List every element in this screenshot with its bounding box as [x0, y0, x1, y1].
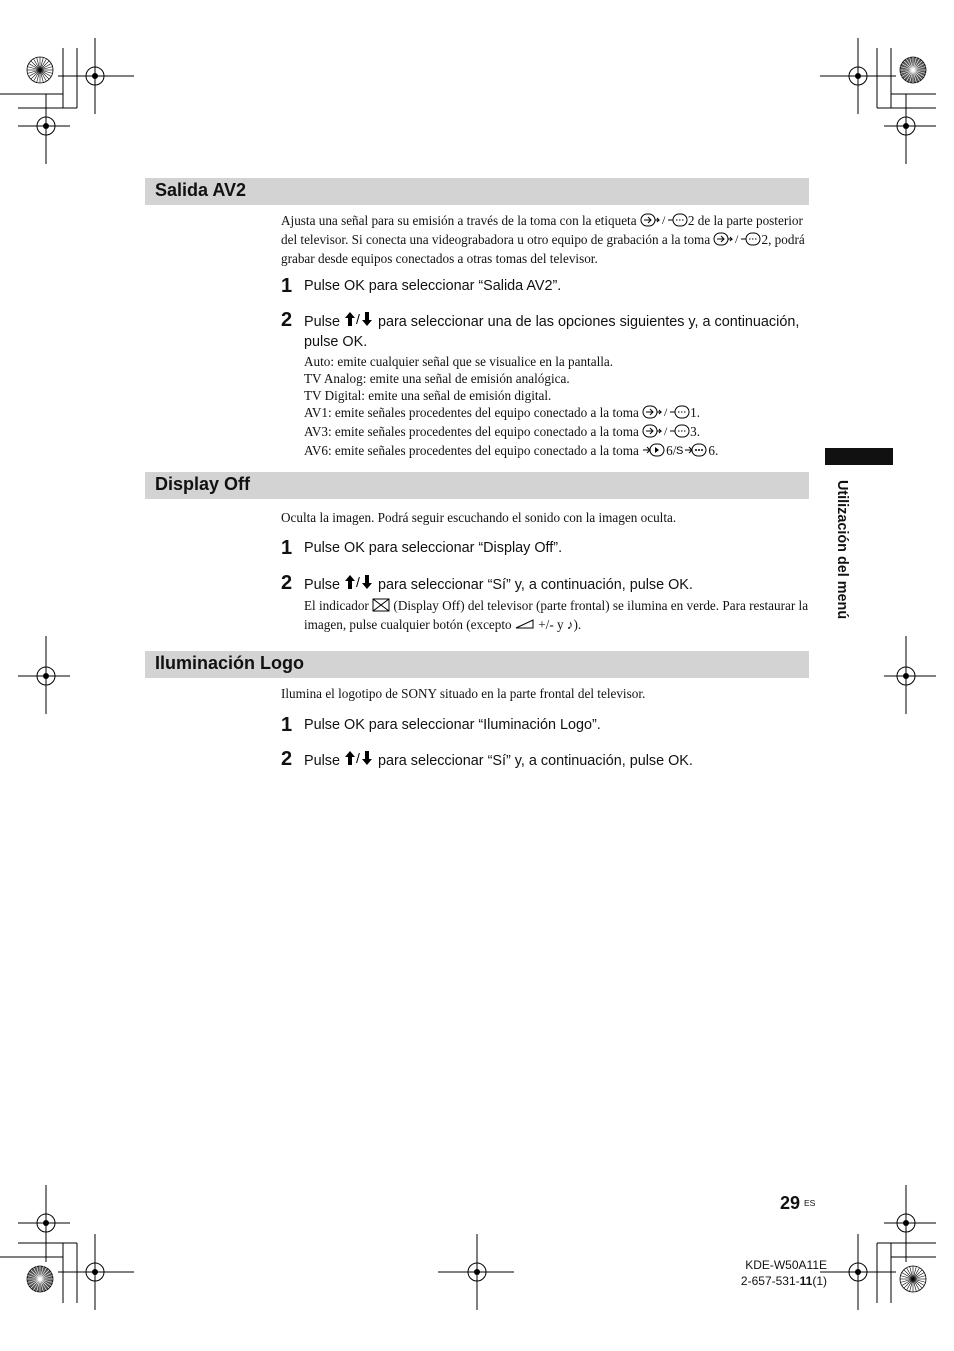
step-text: Pulse OK para seleccionar “Display Off”.	[304, 540, 563, 556]
side-tab-marker	[825, 448, 893, 465]
s-video-input-icon	[676, 443, 708, 461]
model-info	[741, 1257, 827, 1289]
section-title: Iluminación Logo	[155, 653, 304, 673]
av-in-out-icon	[642, 424, 690, 442]
svg-text:/: /	[356, 574, 360, 590]
music-note-icon: ♪	[566, 616, 574, 632]
option-item: TV Analog: emite una señal de emisión analógica.	[304, 371, 570, 386]
step-text: Pulse / para seleccionar “Sí” y, a continuación, pulse OK.	[304, 574, 804, 596]
step-number: 1	[281, 537, 293, 559]
section-header-display-off	[145, 472, 809, 499]
page-language: ES	[804, 1198, 816, 1208]
step-text: Pulse / para seleccionar una de las opciones siguientes y, a continuación, pulse OK.	[304, 311, 800, 350]
svg-text:S: S	[676, 444, 684, 457]
option-item: Auto: emite cualquier señal que se visualice en la pantalla.	[304, 354, 614, 369]
up-down-arrows-icon	[344, 574, 374, 596]
section-title: Salida AV2	[155, 180, 247, 200]
option-item: TV Digital: emite una señal de emisión digital.	[304, 388, 552, 403]
section-intro: Oculta la imagen. Podrá seguir escuchando el sonido con la imagen oculta.	[281, 510, 677, 525]
svg-text:/: /	[664, 423, 668, 438]
av-in-out-icon	[713, 232, 761, 250]
up-down-arrows-icon	[344, 311, 374, 333]
svg-text:/: /	[664, 404, 668, 419]
step-note: El indicador (Display Off) del televisor (parte frontal) se ilumina en verde. Para restaurar la imagen, pulse cualquier botón (excepto +/- y ♪).	[304, 597, 809, 634]
model-number: KDE-W50A11E	[745, 1258, 827, 1272]
step-number: 2	[281, 309, 293, 331]
section-header-salida-av2	[145, 178, 809, 205]
svg-text:/: /	[356, 750, 360, 766]
option-item: AV3: emite señales procedentes del equipo conectado a la toma / 3.	[304, 423, 809, 442]
options-list	[304, 353, 809, 461]
av-in-out-icon	[640, 213, 688, 231]
step-text: Pulse / para seleccionar “Sí” y, a continuación, pulse OK.	[304, 750, 804, 772]
svg-text:/: /	[356, 311, 360, 327]
volume-icon	[515, 617, 535, 634]
side-tab-label: Utilización del menú	[834, 480, 850, 620]
av-in-out-icon	[642, 405, 690, 423]
step-text: Pulse OK para seleccionar “Salida AV2”.	[304, 278, 562, 294]
step-number: 2	[281, 748, 293, 770]
option-item: AV1: emite señales procedentes del equipo conectado a la toma / 1.	[304, 404, 809, 423]
video-input-icon	[642, 443, 666, 461]
svg-text:/: /	[661, 212, 666, 227]
svg-text:/: /	[735, 231, 739, 246]
step-text: Pulse OK para seleccionar “Iluminación Logo”.	[304, 717, 601, 733]
section-intro: Ilumina el logotipo de SONY situado en la parte frontal del televisor.	[281, 686, 646, 701]
step-number: 1	[281, 714, 293, 736]
option-item: AV6: emite señales procedentes del equipo conectado a la toma 6/ S 6.	[304, 442, 809, 461]
display-off-icon	[372, 598, 390, 616]
document-code: 2-657-531-11(1)	[740, 1274, 827, 1288]
up-down-arrows-icon	[344, 750, 374, 772]
section-intro: Ajusta una señal para su emisión a través de la toma con la etiqueta / 2 de la parte posterior del televisor. Si conecta una videograbadora u otro equipo de grabación a la toma / 2, podrá grabar desde equipos conectados a otras tomas del televisor.	[281, 212, 805, 266]
page-number: 29	[780, 1193, 801, 1213]
step-number: 1	[281, 275, 293, 297]
section-header-iluminacion-logo	[145, 651, 809, 678]
section-title: Display Off	[155, 474, 251, 494]
step-number: 2	[281, 572, 293, 594]
